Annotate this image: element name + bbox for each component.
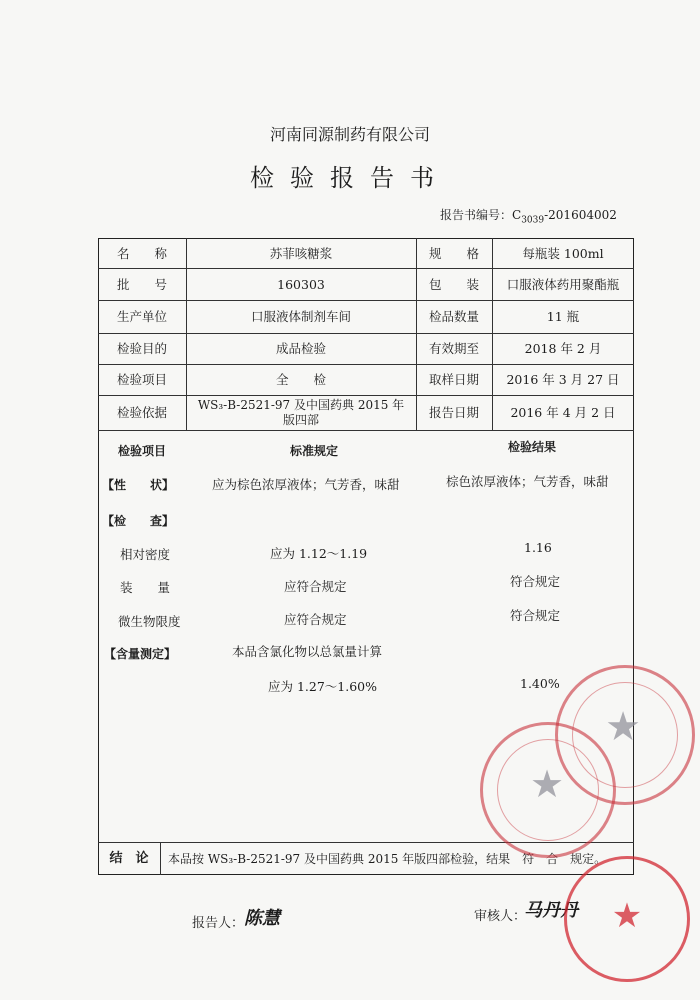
density-result: 1.16 [524, 540, 552, 555]
document-title: 检验报告书 [250, 164, 450, 192]
qty-label: 检品数量 [428, 309, 479, 324]
seal-star-icon: ★ [605, 704, 641, 750]
micro-label: 微生物限度 [118, 614, 181, 629]
spec-value: 每瓶装 100ml [522, 245, 604, 261]
grid-line [160, 842, 161, 875]
density-label: 相对密度 [120, 547, 171, 562]
name-value: 苏菲咳糖浆 [269, 245, 333, 261]
reporter-label: 报告人： [192, 916, 245, 931]
expiry-value: 2018 年 2 月 [524, 341, 602, 356]
batch-label: 批 号 [116, 276, 167, 292]
basis-value: WS₃-B-2521-97 及中国药典 2015 年版四部 [197, 398, 405, 427]
seal-star-icon: ★ [529, 762, 565, 806]
appearance-label: 【性 状】 [102, 478, 175, 492]
sampling-label: 取样日期 [428, 372, 479, 387]
spec-label: 规 格 [428, 245, 479, 261]
purpose-label: 检验目的 [116, 341, 167, 356]
micro-standard: 应符合规定 [284, 612, 347, 627]
unit-value: 口服液体制剂车间 [250, 309, 351, 324]
fill-label: 装 量 [120, 580, 171, 595]
purpose-value: 成品检验 [275, 341, 326, 356]
sampling-value: 2016 年 3 月 27 日 [506, 372, 620, 387]
item-label: 检验项目 [116, 372, 167, 387]
conclusion-label: 结 论 [109, 850, 149, 866]
unit-label: 生产单位 [116, 309, 167, 324]
check-label: 【检 查】 [102, 514, 175, 528]
micro-result: 符合规定 [510, 608, 561, 623]
assay-label: 【含量测定】 [104, 647, 177, 661]
conclusion-text: 本品按 WS₃-B-2521-97 及中国药典 2015 年版四部检验，结果 符 合 规定。 [168, 852, 607, 866]
report-number-label: 报告书编号： [440, 208, 513, 222]
report-number [440, 206, 617, 225]
report-date-value: 2016 年 4 月 2 日 [510, 405, 616, 420]
package-label: 包 装 [428, 276, 479, 292]
company-name: 河南同源制药有限公司 [269, 125, 430, 144]
appearance-result: 棕色浓厚液体；气芳香，味甜 [446, 474, 609, 489]
results-header-standard: 标准规定 [290, 444, 339, 458]
grid-line [98, 430, 634, 431]
fill-result: 符合规定 [510, 574, 561, 589]
fill-standard: 应符合规定 [284, 579, 347, 594]
assay-standard-1: 本品含氯化物以总氯量计算 [232, 644, 383, 659]
results-header-result: 检验结果 [508, 440, 557, 454]
report-date-label: 报告日期 [428, 405, 479, 420]
item-value: 全 检 [275, 372, 326, 387]
package-value: 口服液体药用聚酯瓶 [506, 276, 620, 292]
density-standard: 应为 1.12～1.19 [270, 546, 368, 561]
expiry-label: 有效期至 [428, 341, 479, 356]
results-header-item: 检验项目 [118, 444, 167, 458]
assay-standard-2: 应为 1.27～1.60% [268, 679, 378, 694]
assay-result: 1.40% [520, 676, 560, 691]
report-number-sub: 3039 [521, 215, 545, 226]
reporter-signature: 陈慧 [244, 908, 280, 929]
basis-label: 检验依据 [116, 405, 167, 420]
report-number-prefix: C [512, 208, 522, 222]
report-number-suffix: -201604002 [544, 208, 617, 222]
name-label: 名 称 [116, 245, 167, 261]
batch-value: 160303 [277, 276, 325, 292]
seal-star-icon: ★ [611, 896, 643, 936]
reviewer-label: 审核人： [474, 909, 527, 924]
reviewer-signature: 马丹丹 [524, 900, 578, 921]
appearance-standard: 应为棕色浓厚液体；气芳香，味甜 [212, 477, 400, 492]
qty-value: 11 瓶 [546, 309, 580, 324]
